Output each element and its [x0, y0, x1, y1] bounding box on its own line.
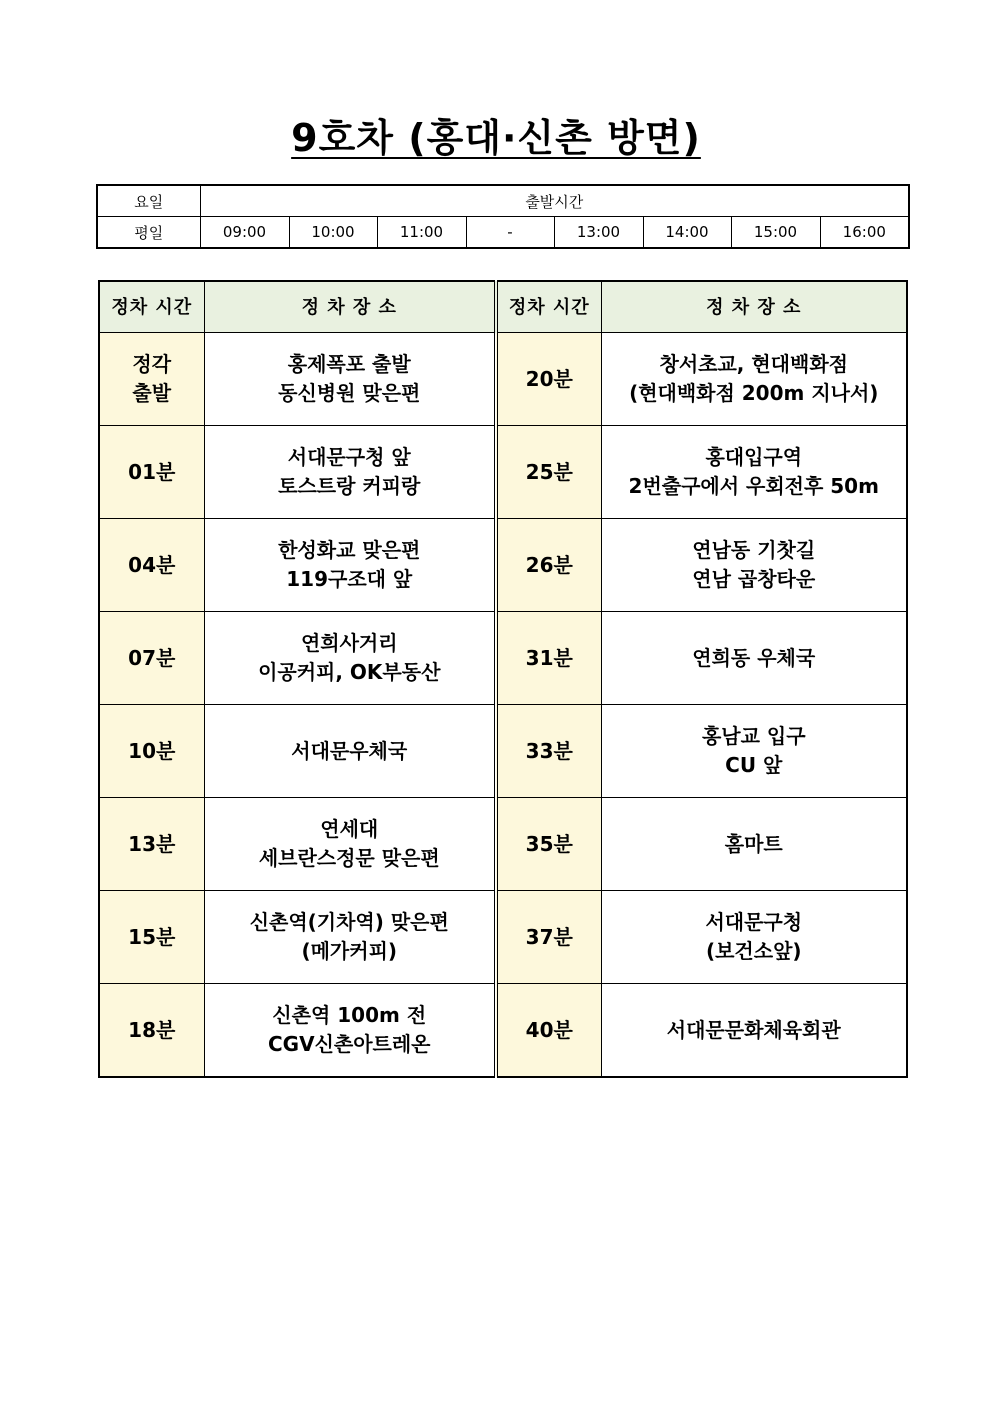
stop-time	[99, 984, 204, 1078]
stop-time	[496, 333, 601, 426]
stop-place	[204, 426, 496, 519]
departure-table	[96, 184, 910, 249]
stop-time-line: 01분	[128, 459, 176, 484]
stop-place	[204, 333, 496, 426]
stop-place-line: 창서초교, 현대백화점	[659, 352, 848, 376]
page-title-text: 9호차 (홍대·신촌 방면)	[291, 116, 701, 160]
stop-time	[99, 519, 204, 612]
stop-time-header: 정차 시간	[99, 281, 204, 333]
stop-place-line: 신촌역 100m 전	[272, 1003, 427, 1027]
departure-time: -	[466, 217, 554, 249]
stop-place-line: 홍대입구역	[705, 445, 803, 469]
stop-time	[496, 705, 601, 798]
stop-place-line: 이공커피, OK부동산	[258, 660, 441, 684]
stop-place	[204, 984, 496, 1078]
stop-time	[99, 333, 204, 426]
stop-time-line: 04분	[128, 552, 176, 577]
stop-place	[601, 891, 907, 984]
stop-time	[99, 426, 204, 519]
page-title	[0, 113, 992, 163]
stop-row	[99, 984, 907, 1078]
stop-place-line: 서대문우체국	[291, 738, 408, 763]
departure-time: 15:00	[731, 217, 820, 249]
stop-place-line: 홍제폭포 출발	[287, 352, 411, 376]
stop-place-line: 서대문구청	[705, 910, 803, 934]
stop-place-line: 연희동 우체국	[692, 645, 816, 670]
departure-times-row	[97, 217, 909, 249]
departure-time: 11:00	[377, 217, 466, 249]
stop-time-line: 31분	[525, 645, 573, 670]
stop-place	[601, 426, 907, 519]
stop-place-line: 연희사거리	[300, 631, 398, 655]
stop-place-line: 서대문구청 앞	[287, 445, 411, 469]
stop-place-line: 홍남교 입구	[701, 724, 806, 748]
stop-place	[204, 519, 496, 612]
stops-table	[98, 280, 908, 1078]
stop-place-line: CU 앞	[725, 753, 783, 777]
stop-place-line: (현대백화점 200m 지나서)	[629, 381, 879, 405]
stop-place-line: (보건소앞)	[705, 939, 802, 963]
stop-place	[601, 984, 907, 1078]
stop-time	[496, 519, 601, 612]
stop-time	[99, 612, 204, 705]
stop-place-line: 한성화교 맞은편	[278, 538, 421, 562]
stop-row	[99, 798, 907, 891]
stop-time-line: 25분	[525, 459, 573, 484]
stop-time	[99, 798, 204, 891]
stop-time	[496, 984, 601, 1078]
stop-place-line: 119구조대 앞	[286, 567, 413, 591]
stop-time	[496, 426, 601, 519]
stop-place-header: 정 차 장 소	[601, 281, 907, 333]
stop-time-line: 35분	[525, 831, 573, 856]
stop-place-line: 연남동 기찻길	[692, 538, 816, 562]
stop-place	[601, 705, 907, 798]
stop-place	[601, 519, 907, 612]
stop-row	[99, 519, 907, 612]
stop-row	[99, 705, 907, 798]
stops-header-row	[99, 281, 907, 333]
stop-time-line: 출발	[132, 381, 172, 405]
departure-time: 10:00	[289, 217, 377, 249]
stop-time-line: 정각	[132, 352, 172, 376]
stop-time-line: 20분	[525, 366, 573, 391]
day-label: 평일	[97, 217, 200, 249]
departure-time: 16:00	[820, 217, 909, 249]
stop-place-line: 서대문문화체육회관	[666, 1017, 841, 1042]
departure-time-header: 출발시간	[200, 185, 909, 217]
stop-time-line: 33분	[525, 738, 573, 763]
stop-time-line: 15분	[128, 924, 176, 949]
stop-place-line: CGV신촌아트레온	[268, 1032, 431, 1056]
stop-place	[204, 612, 496, 705]
stop-time-line: 07분	[128, 645, 176, 670]
stop-place-line: 2번출구에서 우회전후 50m	[628, 474, 879, 498]
stop-place-line: (메가커피)	[301, 939, 398, 963]
stop-place-line: 홈마트	[724, 831, 783, 856]
stop-place	[204, 891, 496, 984]
stop-time	[496, 612, 601, 705]
stop-place	[601, 333, 907, 426]
stop-time-line: 13분	[128, 831, 176, 856]
stop-time-line: 10분	[128, 738, 176, 763]
stop-row	[99, 333, 907, 426]
departure-time: 13:00	[554, 217, 643, 249]
stop-place-line: 신촌역(기차역) 맞은편	[249, 910, 449, 934]
day-header: 요일	[97, 185, 200, 217]
departure-header-row	[97, 185, 909, 217]
departure-time: 09:00	[200, 217, 289, 249]
stop-place-line: 동신병원 맞은편	[278, 381, 421, 405]
stop-time-line: 37분	[525, 924, 573, 949]
stop-place	[204, 798, 496, 891]
departure-time: 14:00	[643, 217, 731, 249]
stop-time	[99, 705, 204, 798]
stop-place-line: 연남 곱창타운	[692, 567, 816, 591]
stop-time-line: 40분	[525, 1017, 573, 1042]
stop-time	[99, 891, 204, 984]
stop-place-line: 연세대	[320, 817, 379, 841]
stop-place	[601, 612, 907, 705]
stop-time	[496, 891, 601, 984]
stop-row	[99, 612, 907, 705]
stop-time	[496, 798, 601, 891]
stop-time-line: 26분	[525, 552, 573, 577]
stop-place-line: 세브란스정문 맞은편	[258, 846, 440, 870]
stop-time-header: 정차 시간	[496, 281, 601, 333]
stop-place-line: 토스트랑 커피랑	[278, 474, 421, 498]
stop-place-header: 정 차 장 소	[204, 281, 496, 333]
stop-row	[99, 891, 907, 984]
stop-place	[601, 798, 907, 891]
stop-row	[99, 426, 907, 519]
stop-place	[204, 705, 496, 798]
stop-time-line: 18분	[128, 1017, 176, 1042]
